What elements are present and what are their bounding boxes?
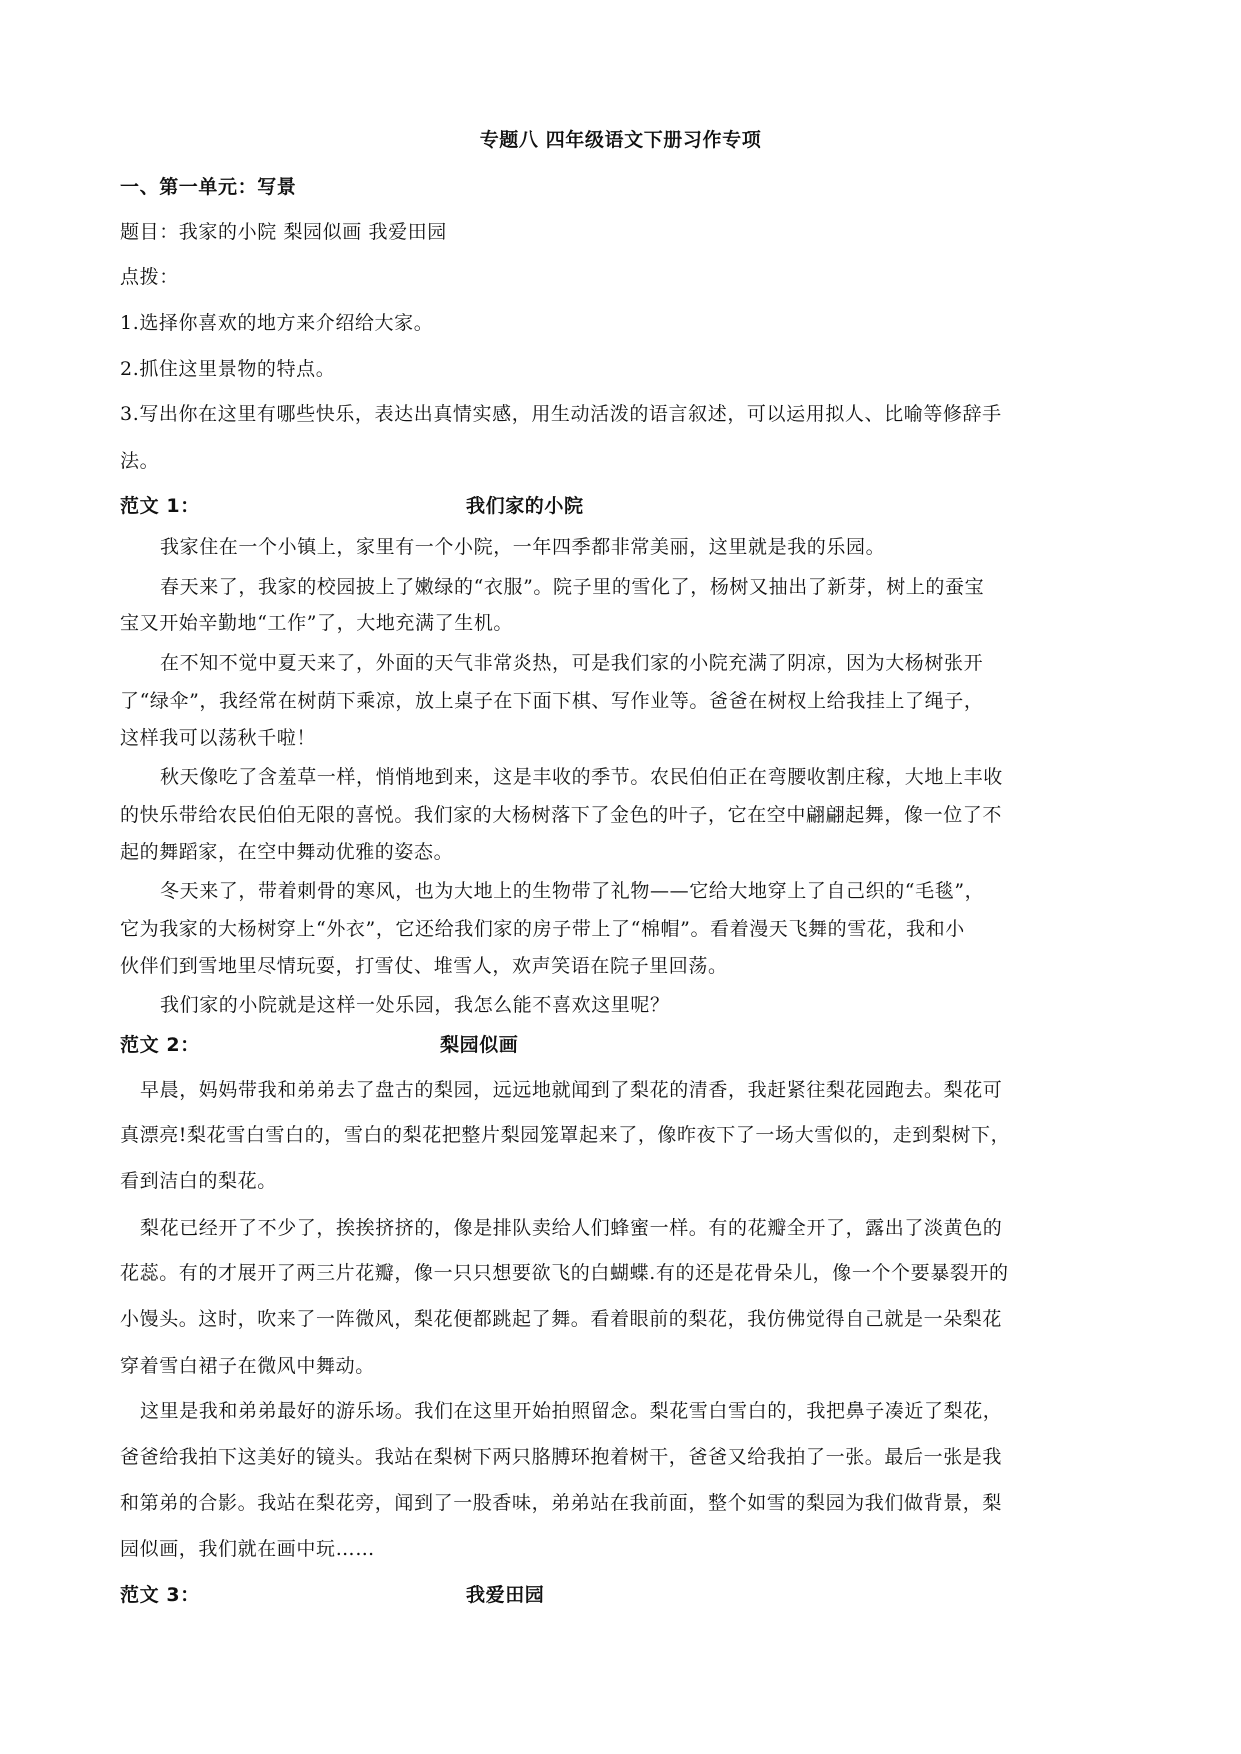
essay-title: 梨园似画 [440,1034,519,1056]
paragraph-line: 早晨，妈妈带我和弟弟去了盘古的梨园，远远地就闻到了梨花的清香，我赶紧往梨花园跑去。梨花可 [140,1079,1003,1101]
paragraph-line: 秋天像吃了含羞草一样，悄悄地到来，这是丰收的季节。农民伯伯正在弯腰收割庄稼，大地上丰收 [160,766,1003,788]
paragraph-line: 春天来了，我家的校园披上了嫩绿的“衣服”。院子里的雪化了，杨树又抽出了新芽，树上的蚕宝 [160,576,985,598]
hint-item: 3.写出你在这里有哪些快乐，表达出真情实感，用生动活泼的语言叙述，可以运用拟人、比喻等修辞手 [120,403,1002,425]
paragraph-line: 在不知不觉中夏天来了，外面的天气非常炎热，可是我们家的小院充满了阴凉，因为大杨树张开 [160,652,984,674]
paragraph-line: 我家住在一个小镇上，家里有一个小院，一年四季都非常美丽，这里就是我的乐园。 [160,536,886,558]
paragraph-line: 园似画，我们就在画中玩…… [120,1538,375,1560]
paragraph-line: 小馒头。这时，吹来了一阵微风，梨花便都跳起了舞。看着眼前的梨花，我仿佛觉得自己就是一朵梨花 [120,1308,1003,1330]
page-title: 专题八 四年级语文下册习作专项 [479,129,762,151]
paragraph-line: 看到洁白的梨花。 [120,1170,277,1192]
essay-label: 范文 2： [120,1034,200,1056]
paragraph-line: 伙伴们到雪地里尽情玩耍，打雪仗、堆雪人，欢声笑语在院子里回荡。 [120,955,728,977]
hint-item: 法。 [120,450,160,472]
paragraph-line: 的快乐带给农民伯伯无限的喜悦。我们家的大杨树落下了金色的叶子，它在空中翩翩起舞，像一位了不 [120,804,1003,826]
paragraph-line: 花蕊。有的才展开了两三片花瓣，像一只只想要欲飞的白蝴蝶.有的还是花骨朵儿，像一个个要暴裂开的 [120,1262,1009,1284]
section-heading: 一、第一单元：写景 [120,176,297,198]
paragraph-line: 这样我可以荡秋千啦！ [120,727,317,749]
hint-label: 点拨： [120,266,179,288]
paragraph-line: 它为我家的大杨树穿上“外衣”，它还给我们家的房子带上了“棉帽”。看着漫天飞舞的雪花，我和小 [120,918,965,940]
paragraph-line: 和第弟的合影。我站在梨花旁，闻到了一股香味，弟弟站在我前面，整个如雪的梨园为我们做背景，梨 [120,1492,1003,1514]
essay-title: 我爱田园 [466,1584,545,1606]
hint-item: 1.选择你喜欢的地方来介绍给大家。 [120,312,434,334]
paragraph-line: 了“绿伞”，我经常在树荫下乘凉，放上桌子在下面下棋、写作业等。爸爸在树杈上给我挂上了绳子， [120,690,984,712]
essay-label: 范文 1： [120,495,200,517]
essay-title: 我们家的小院 [466,495,584,517]
paragraph-line: 这里是我和弟弟最好的游乐场。我们在这里开始拍照留念。梨花雪白雪白的，我把鼻子凑近了梨花， [140,1400,1003,1422]
paragraph-line: 爸爸给我拍下这美好的镜头。我站在梨树下两只胳膊环抱着树干，爸爸又给我拍了一张。最后一张是我 [120,1446,1003,1468]
paragraph-line: 宝又开始辛勤地“工作”了，大地充满了生机。 [120,612,514,634]
essay-label: 范文 3： [120,1584,200,1606]
topics-line: 题目：我家的小院 梨园似画 我爱田园 [120,221,447,243]
hint-item: 2.抓住这里景物的特点。 [120,358,336,380]
paragraph-line: 我们家的小院就是这样一处乐园，我怎么能不喜欢这里呢？ [160,994,670,1016]
paragraph-line: 真漂亮!梨花雪白雪白的，雪白的梨花把整片梨园笼罩起来了，像昨夜下了一场大雪似的，走到梨树下， [120,1124,1011,1146]
paragraph-line: 冬天来了，带着刺骨的寒风，也为大地上的生物带了礼物——它给大地穿上了自己织的“毛毯”， [160,880,985,902]
paragraph-line: 梨花已经开了不少了，挨挨挤挤的，像是排队卖给人们蜂蜜一样。有的花瓣全开了，露出了淡黄色的 [140,1217,1003,1239]
paragraph-line: 穿着雪白裙子在微风中舞动。 [120,1355,375,1377]
paragraph-line: 起的舞蹈家，在空中舞动优雅的姿态。 [120,841,454,863]
